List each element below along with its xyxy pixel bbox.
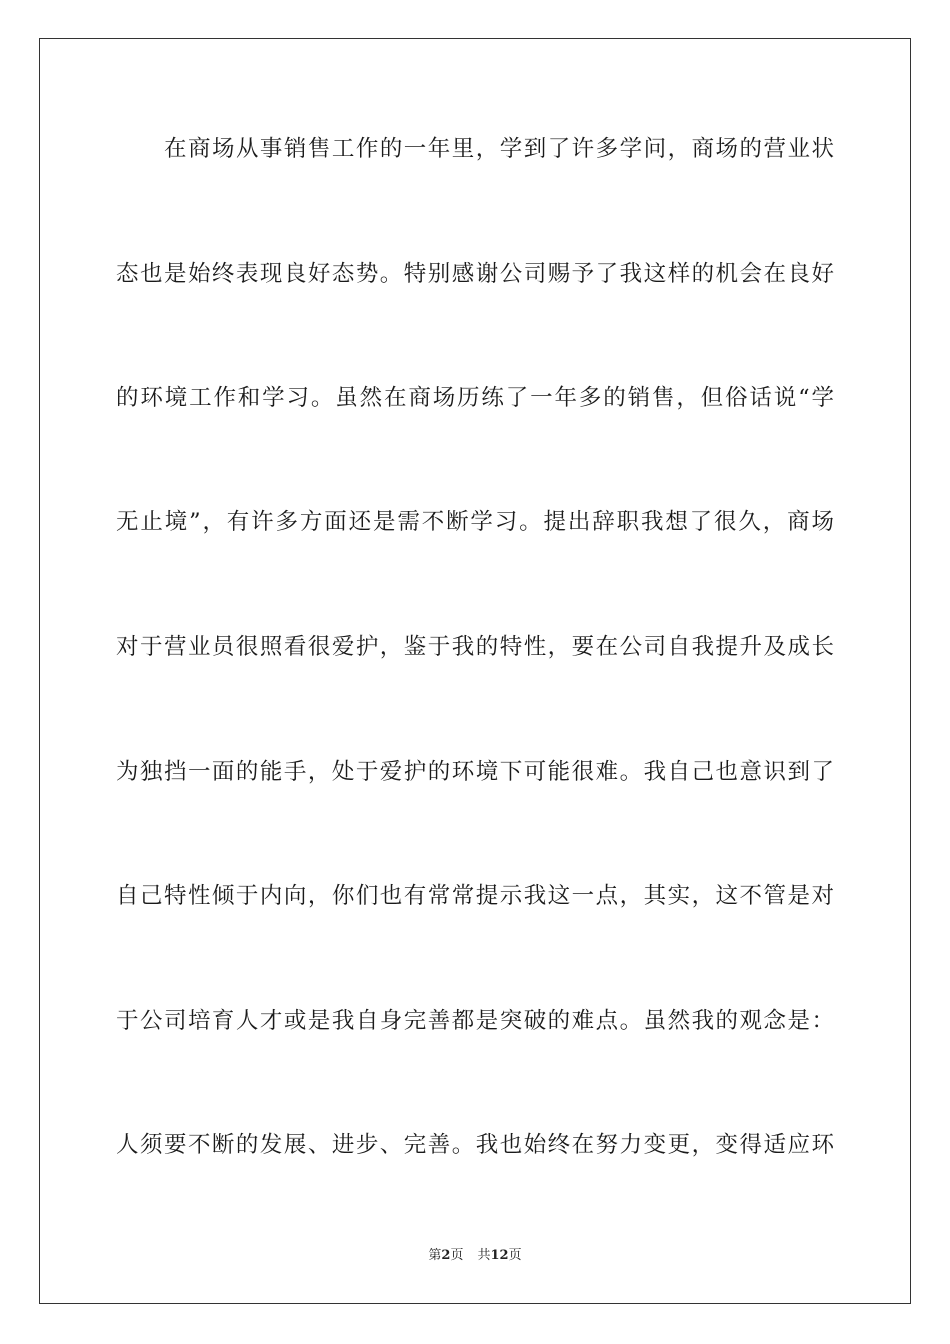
page-prefix: 第 bbox=[428, 1248, 442, 1263]
body-line-1: 在商场从事销售工作的一年里，学到了许多学问，商场的营业状 bbox=[164, 136, 834, 162]
total-suffix: 页 bbox=[508, 1248, 522, 1263]
body-line-3: 的环境工作和学习。虽然在商场历练了一年多的销售，但俗话说“学 bbox=[116, 385, 834, 411]
body-line-8: 于公司培育人才或是我自身完善都是突破的难点。虽然我的观念是： bbox=[116, 1008, 834, 1034]
body-line-5: 对于营业员很照看很爱护，鉴于我的特性，要在公司自我提升及成长 bbox=[116, 634, 834, 660]
page-number: 2 bbox=[441, 1248, 451, 1263]
total-prefix: 共 bbox=[477, 1248, 491, 1263]
body-line-7: 自己特性倾于内向，你们也有常常提示我这一点，其实，这不管是对 bbox=[116, 883, 834, 909]
body-line-6: 为独挡一面的能手，处于爱护的环境下可能很难。我自己也意识到了 bbox=[116, 759, 834, 785]
page-footer bbox=[0, 1247, 950, 1265]
page-suffix: 页 bbox=[450, 1248, 464, 1263]
body-line-4: 无止境”，有许多方面还是需不断学习。提出辞职我想了很久，商场 bbox=[116, 509, 834, 535]
page-border bbox=[39, 38, 911, 1304]
total-pages: 12 bbox=[490, 1248, 509, 1263]
body-line-9: 人须要不断的发展、进步、完善。我也始终在努力变更，变得适应环 bbox=[116, 1132, 834, 1158]
body-line-2: 态也是始终表现良好态势。特别感谢公司赐予了我这样的机会在良好 bbox=[116, 261, 834, 287]
